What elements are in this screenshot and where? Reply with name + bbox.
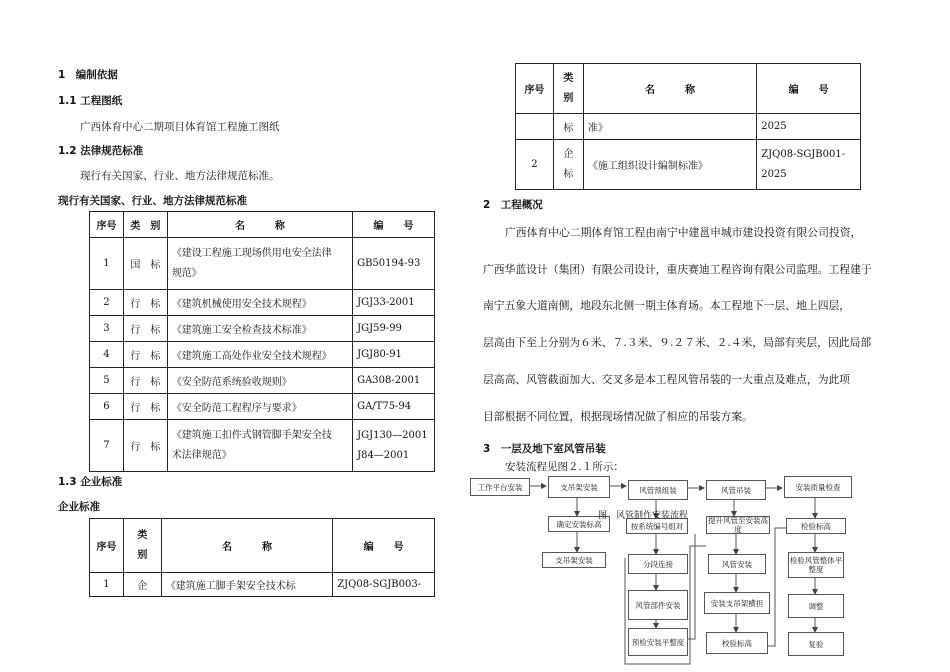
flow-step-hanger-install: 支吊架安装: [548, 476, 610, 498]
col-header-code: 编 号: [333, 519, 435, 573]
cell-name: [167, 420, 352, 472]
cell-code-line1: ZJQ08-SGJB001-: [761, 148, 846, 160]
enterprise-table-continued: [515, 63, 861, 190]
cell-category: [553, 140, 583, 190]
enterprise-table-caption: 企业标准: [58, 501, 100, 513]
flow-step-duct-preassemble: 风管预组装: [628, 480, 688, 500]
cell-name: 《建筑施工脚手架安全技术标: [161, 573, 332, 597]
cell-code: [757, 140, 861, 190]
table-row: [90, 573, 435, 597]
table-row: [90, 238, 435, 290]
flow-step-work-platform: 工作平台安装: [470, 478, 530, 496]
col-header-code: 编 号: [757, 64, 861, 114]
cell-no: 6: [90, 394, 124, 420]
cell-code-line2: 2025: [761, 168, 787, 180]
overview-line-1: 广西体育中心二期体育馆工程由南宁中建邕申城市建设投资有限公司投资，: [505, 226, 862, 239]
col-header-category-line2: 别: [137, 549, 148, 561]
section-2-heading: 2 工程概况: [483, 199, 543, 211]
flow-step-check-flatness: 检验风管整体平整度: [788, 552, 844, 578]
table-row: [516, 140, 861, 190]
flow-step-recheck: 复验: [788, 632, 844, 656]
cell-no: 5: [90, 368, 124, 394]
overview-line-2: 广西华蓝设计（集团）有限公司设计，重庆赛迪工程咨询有限公司监理。工程建于: [483, 263, 872, 276]
overview-line-4: 层高由下至上分别为６米、７.３米、９.２７米、２.４米，局部有夹层，因此局部: [483, 336, 872, 349]
cell-code: JGJ33-2001: [353, 290, 435, 316]
overview-line-6: 目部根据不同位置，根据现场情况做了相应的吊装方案。: [483, 410, 753, 423]
flow-step-raise-to-elevation: 提升风管至安装高度: [708, 516, 768, 534]
cell-code: JGJ59-99: [353, 316, 435, 342]
table-row: [90, 368, 435, 394]
cell-category: 标: [553, 114, 583, 140]
col-header-no: 序号: [516, 64, 554, 114]
cell-category-line1: 企: [563, 148, 574, 160]
table-row: [90, 420, 435, 472]
cell-name: [167, 238, 352, 290]
cell-name-line1: 《建设工程施工现场供用电安全法律: [171, 247, 332, 259]
cell-name: 《安全防范工程程序与要求》: [167, 394, 352, 420]
table-row: [90, 394, 435, 420]
section-1-1-heading: 1.1 工程图纸: [58, 95, 123, 107]
col-header-name: 名 称: [167, 212, 352, 238]
cell-name-line1: 《建筑施工扣件式钢管脚手架安全技: [171, 429, 332, 441]
section-1-2-body: 现行有关国家、行业、地方法律规范标准。: [80, 170, 280, 182]
section-1-2-heading: 1.2 法律规范标准: [58, 145, 144, 157]
cell-category: 国 标: [123, 238, 167, 290]
section-3-heading: 3 一层及地下室风管吊装: [483, 443, 606, 455]
cell-name: 《施工组织设计编制标准》: [583, 140, 756, 190]
col-header-no: 序号: [90, 519, 124, 573]
col-header-category: [123, 519, 161, 573]
section-1-1-body: 广西体育中心二期项目体育馆工程施工图纸: [80, 121, 280, 133]
cell-name-line2: 术法律规范》: [171, 449, 232, 461]
flow-step-duct-parts-install: 风管部件安装: [628, 590, 688, 620]
flowchart-title: 图 风管制作安装流程: [598, 511, 689, 521]
cell-code-line2: J84—2001: [357, 449, 410, 461]
cell-no: 7: [90, 420, 124, 472]
cell-code: GB50194-93: [353, 238, 435, 290]
cell-name: 《建筑施工安全检查技术标准》: [167, 316, 352, 342]
cell-category-line2: 标: [563, 168, 574, 180]
table-row: [516, 114, 861, 140]
flow-step-duct-hoist: 风管吊装: [706, 480, 766, 500]
flow-step-segment-connect: 分段连接: [628, 554, 688, 574]
flow-step-precheck-flatness: 预检安装平整度: [628, 628, 688, 656]
cell-no: 3: [90, 316, 124, 342]
table-row: [90, 342, 435, 368]
section-1-heading: 1 编制依据: [58, 69, 118, 81]
cell-name: 《安全防范系统验收规则》: [167, 368, 352, 394]
cell-category: 行 标: [123, 420, 167, 472]
flow-step-hanger-install-2: 支吊架安装: [542, 552, 606, 568]
section-1-3-heading: 1.3 企业标准: [58, 476, 123, 488]
cell-category: 行 标: [123, 368, 167, 394]
col-header-category-line2: 别: [563, 92, 574, 104]
enterprise-table: [89, 518, 435, 597]
col-header-name: 名 称: [583, 64, 756, 114]
flow-step-hanger-beam-install: 安装支吊架横担: [704, 592, 770, 614]
flow-step-check-elevation: 检验标高: [786, 518, 846, 534]
col-header-category-line1: 类: [563, 72, 574, 84]
cell-code: 2025: [757, 114, 861, 140]
cell-no: 2: [516, 140, 554, 190]
flow-step-set-elevation: 确定安装标高: [548, 516, 610, 532]
flow-step-number-pairing: 按系统编号组对: [626, 518, 688, 534]
cell-code: GA/T75-94: [353, 394, 435, 420]
cell-code: ZJQ08-SGJB003-: [333, 573, 435, 597]
cell-no: 1: [90, 238, 124, 290]
cell-code: [353, 420, 435, 472]
col-header-code: 编 号: [353, 212, 435, 238]
cell-code-line1: JGJ130—2001: [357, 429, 428, 441]
cell-name-line2: 规范》: [171, 267, 202, 279]
overview-line-5: 层高高、风管截面加大、交叉多是本工程风管吊装的一大重点及难点，为此项: [483, 373, 851, 386]
cell-name: 《建筑施工高处作业安全技术规程》: [167, 342, 352, 368]
duct-install-flowchart: [470, 474, 890, 666]
cell-code: GA308-2001: [353, 368, 435, 394]
cell-no: 4: [90, 342, 124, 368]
cell-no: 2: [90, 290, 124, 316]
overview-line-3: 南宁五象大道南侧，地段东北侧一期主体育场。本工程地下一层、地上四层，: [483, 299, 851, 312]
cell-category: 行 标: [123, 342, 167, 368]
flow-step-duct-install: 风管安装: [708, 554, 766, 574]
cell-no: [516, 114, 554, 140]
col-header-no: 序号: [90, 212, 124, 238]
flow-step-quality-check: 安装质量检查: [784, 476, 852, 498]
cell-name: 准》: [583, 114, 756, 140]
cell-name: 《建筑机械使用安全技术规程》: [167, 290, 352, 316]
table-row: [90, 316, 435, 342]
cell-category: 行 标: [123, 394, 167, 420]
cell-category: 行 标: [123, 316, 167, 342]
laws-table-caption: 现行有关国家、行业、地方法律规范标准: [58, 195, 247, 207]
col-header-category: [553, 64, 583, 114]
cell-category: 行 标: [123, 290, 167, 316]
col-header-category-line1: 类: [137, 529, 148, 541]
laws-table: [89, 211, 435, 472]
cell-category: 企: [123, 573, 161, 597]
col-header-category: 类 别: [123, 212, 167, 238]
col-header-name: 名 称: [161, 519, 332, 573]
cell-code: JGJ80-91: [353, 342, 435, 368]
table-row: [90, 290, 435, 316]
flow-step-check-elevation-2: 校验标高: [706, 632, 768, 654]
section-3-body: 安装流程见图２.１所示：: [505, 461, 624, 473]
flow-step-adjust: 调整: [788, 594, 844, 618]
cell-no: 1: [90, 573, 124, 597]
